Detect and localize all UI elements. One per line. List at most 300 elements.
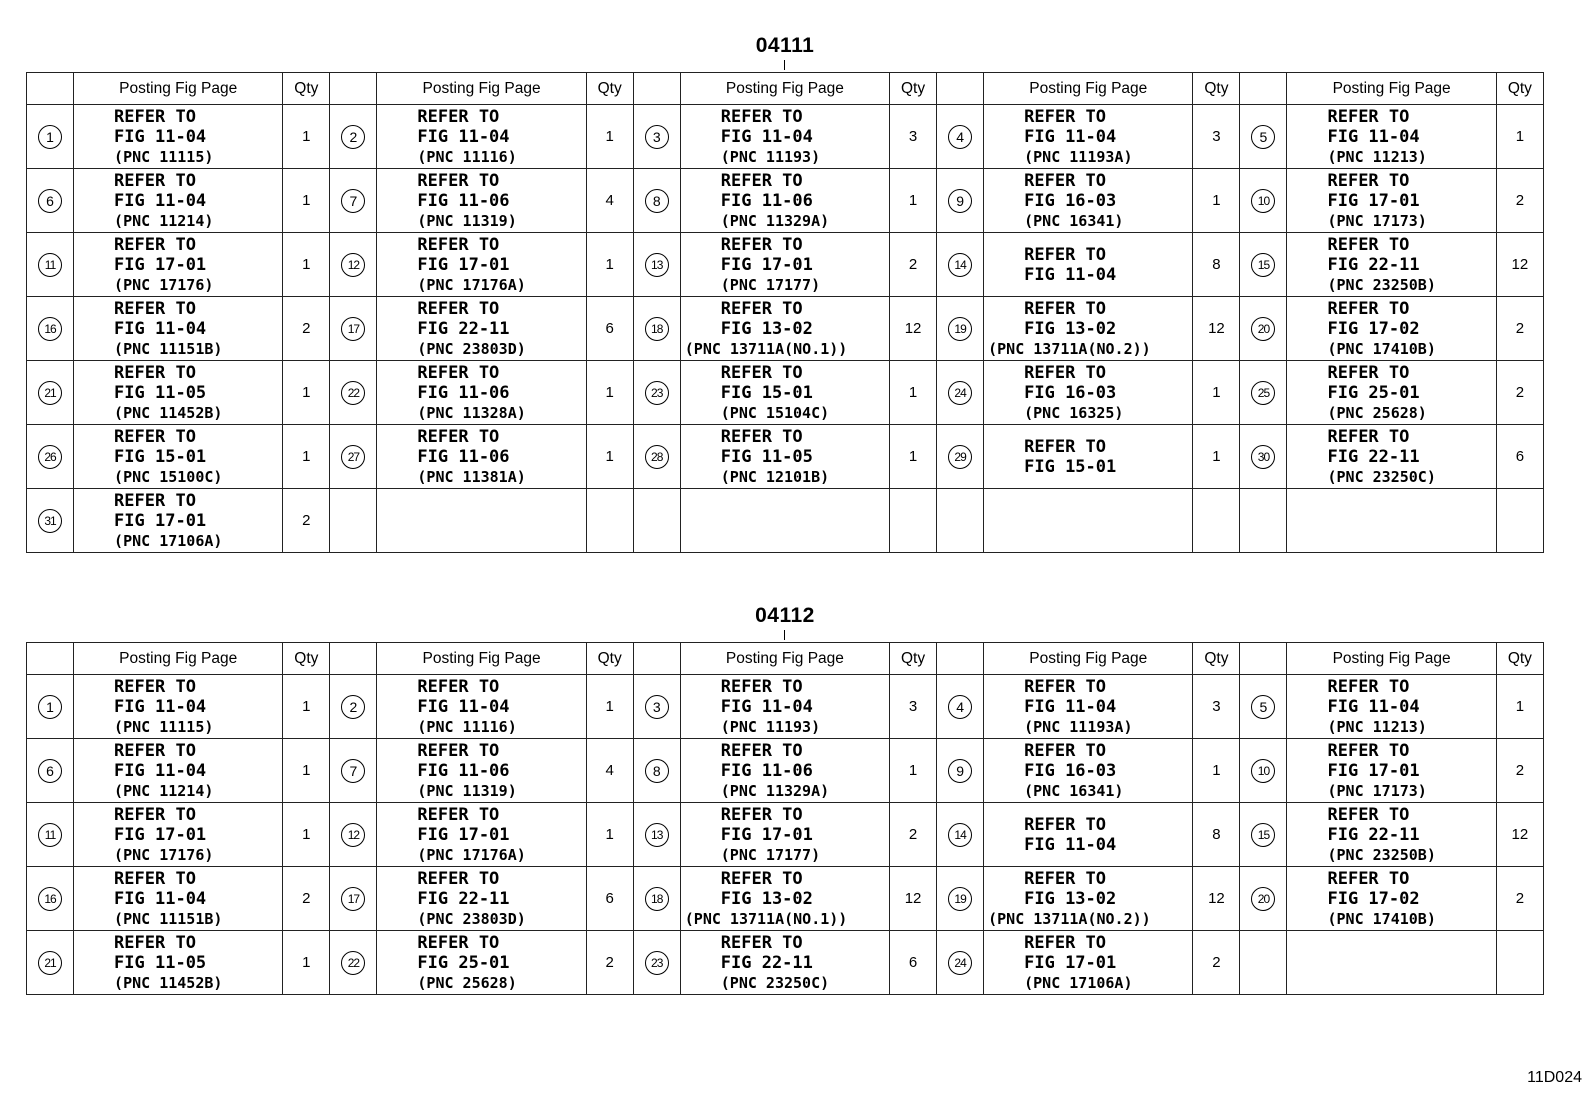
fig-ref: FIG 11-04 <box>114 760 207 781</box>
fig-ref: FIG 11-06 <box>720 760 813 781</box>
circled-number-icon: 11 <box>38 823 62 847</box>
pnc-ref: (PNC 13711A(NO.2)) <box>988 339 1151 358</box>
qty-value: 2 <box>302 320 311 337</box>
posting-cell <box>680 489 889 553</box>
refer-text: REFER TO <box>1024 362 1107 383</box>
refer-text: REFER TO <box>720 740 803 761</box>
posting-cell <box>984 867 1193 931</box>
fig-ref: FIG 17-01 <box>1327 760 1420 781</box>
qty-cell <box>890 739 937 803</box>
item-number-cell <box>27 675 74 739</box>
qty-cell <box>586 867 633 931</box>
posting-cell <box>74 169 283 233</box>
circled-number-icon: 18 <box>645 887 669 911</box>
qty-cell <box>890 361 937 425</box>
pnc-ref: (PNC 23250B) <box>1327 275 1436 294</box>
refer-text: REFER TO <box>720 234 803 255</box>
header-posting: Posting Fig Page <box>74 73 283 105</box>
posting-cell <box>74 489 283 553</box>
circled-number-icon: 16 <box>38 317 62 341</box>
pnc-ref: (PNC 11193) <box>720 147 821 166</box>
circled-number-icon: 15 <box>1251 253 1275 277</box>
refer-text: REFER TO <box>114 932 196 953</box>
illustration-code: 11D024 <box>1527 1069 1582 1086</box>
qty-cell <box>283 931 330 995</box>
circled-number-icon: 10 <box>1251 189 1275 213</box>
fig-ref: FIG 16-03 <box>1024 190 1117 211</box>
qty-cell <box>1193 361 1240 425</box>
qty-value: 1 <box>302 256 311 273</box>
qty-value: 1 <box>1212 192 1221 209</box>
qty-cell <box>1193 297 1240 361</box>
qty-cell <box>1496 675 1543 739</box>
fig-ref: FIG 11-06 <box>417 382 510 403</box>
item-number-cell <box>330 105 377 169</box>
section-code: 04112 <box>755 604 815 627</box>
header-qty: Qty <box>1193 73 1240 105</box>
header-posting: Posting Fig Page <box>74 643 283 675</box>
item-number-cell <box>937 105 984 169</box>
circled-number-icon: 7 <box>341 759 365 783</box>
circled-number-icon: 19 <box>948 887 972 911</box>
refer-text: REFER TO <box>417 170 500 191</box>
circled-number-icon: 5 <box>1251 125 1275 149</box>
refer-text: REFER TO <box>417 868 500 889</box>
circled-number-icon: 4 <box>948 695 972 719</box>
fig-ref: FIG 17-01 <box>720 824 813 845</box>
pnc-ref: (PNC 11214) <box>114 781 214 800</box>
qty-value: 12 <box>1208 320 1225 337</box>
qty-value: 1 <box>1212 384 1221 401</box>
qty-value: 4 <box>605 762 614 779</box>
refer-text: REFER TO <box>1024 676 1107 697</box>
qty-cell <box>586 361 633 425</box>
fig-ref: FIG 11-04 <box>114 126 207 147</box>
pnc-ref: (PNC 11193A) <box>1024 147 1133 166</box>
pnc-ref: (PNC 11193A) <box>1024 717 1133 736</box>
posting-cell <box>74 361 283 425</box>
qty-value: 2 <box>1212 954 1221 971</box>
qty-cell <box>890 425 937 489</box>
header-posting: Posting Fig Page <box>377 643 586 675</box>
pnc-ref: (PNC 11319) <box>417 211 517 230</box>
refer-text: REFER TO <box>417 740 500 761</box>
header-qty: Qty <box>1193 643 1240 675</box>
item-number-cell <box>937 361 984 425</box>
item-number-cell <box>330 675 377 739</box>
circled-number-icon: 6 <box>38 189 62 213</box>
refer-text: REFER TO <box>417 932 500 953</box>
fig-ref: FIG 11-05 <box>720 446 813 467</box>
refer-text: REFER TO <box>114 234 196 255</box>
item-number-cell <box>633 931 680 995</box>
fig-ref: FIG 22-11 <box>417 318 510 339</box>
item-number-cell <box>330 931 377 995</box>
circled-number-icon: 29 <box>948 445 972 469</box>
pnc-ref: (PNC 11115) <box>114 147 214 166</box>
refer-text: REFER TO <box>1024 436 1107 457</box>
qty-value: 1 <box>302 192 311 209</box>
fig-ref: FIG 11-04 <box>720 126 813 147</box>
fig-ref: FIG 22-11 <box>1327 254 1420 275</box>
refer-text: REFER TO <box>417 234 500 255</box>
item-number-cell <box>27 169 74 233</box>
refer-text: REFER TO <box>114 426 196 447</box>
circled-number-icon: 17 <box>341 317 365 341</box>
qty-value: 1 <box>605 826 614 843</box>
qty-cell <box>1193 931 1240 995</box>
table-row <box>27 233 1544 297</box>
item-number-cell <box>27 931 74 995</box>
qty-cell <box>586 803 633 867</box>
fig-ref: FIG 11-04 <box>417 696 510 717</box>
qty-cell <box>890 233 937 297</box>
circled-number-icon: 26 <box>38 445 62 469</box>
posting-cell <box>1287 297 1496 361</box>
table-row <box>27 489 1544 553</box>
posting-cell <box>377 425 586 489</box>
item-number-cell <box>1240 105 1287 169</box>
qty-value: 1 <box>908 384 918 401</box>
table-row <box>27 361 1544 425</box>
qty-cell <box>1193 169 1240 233</box>
qty-value: 12 <box>904 320 922 337</box>
pnc-ref: (PNC 11329A) <box>720 211 830 230</box>
item-number-cell <box>330 233 377 297</box>
posting-cell <box>74 233 283 297</box>
pnc-ref: (PNC 17177) <box>720 845 821 864</box>
pnc-ref: (PNC 17176A) <box>417 275 526 294</box>
pnc-ref: (PNC 11381A) <box>417 467 526 486</box>
fig-ref: FIG 22-11 <box>1327 446 1420 467</box>
pnc-ref: (PNC 16341) <box>1024 781 1124 800</box>
fig-ref: FIG 15-01 <box>1024 456 1117 477</box>
circled-number-icon: 24 <box>948 951 972 975</box>
pnc-ref: (PNC 11319) <box>417 781 517 800</box>
refer-text: REFER TO <box>720 676 803 697</box>
fig-ref: FIG 11-06 <box>417 760 510 781</box>
posting-cell <box>1287 105 1496 169</box>
qty-value: 1 <box>302 384 311 401</box>
pnc-ref: (PNC 11115) <box>114 717 214 736</box>
qty-cell <box>1193 105 1240 169</box>
posting-cell <box>984 489 1193 553</box>
posting-cell <box>1287 867 1496 931</box>
posting-cell <box>984 803 1193 867</box>
qty-value: 1 <box>605 448 614 465</box>
qty-value: 1 <box>1515 128 1525 145</box>
qty-value: 8 <box>1212 826 1221 843</box>
qty-cell <box>283 361 330 425</box>
qty-cell <box>586 233 633 297</box>
qty-value: 2 <box>908 256 918 273</box>
pnc-ref: (PNC 17176) <box>114 275 214 294</box>
header-qty: Qty <box>1496 643 1543 675</box>
qty-value: 12 <box>904 890 922 907</box>
circled-number-icon: 5 <box>1251 695 1275 719</box>
pnc-ref: (PNC 23803D) <box>417 909 526 928</box>
item-number-cell <box>27 489 74 553</box>
qty-value: 2 <box>1515 320 1525 337</box>
refer-text: REFER TO <box>1024 932 1107 953</box>
pnc-ref: (PNC 23250C) <box>720 973 830 992</box>
qty-cell <box>586 169 633 233</box>
item-number-cell <box>937 169 984 233</box>
qty-value: 6 <box>1515 448 1525 465</box>
item-number-cell <box>27 233 74 297</box>
fig-ref: FIG 13-02 <box>720 318 813 339</box>
item-number-cell <box>330 489 377 553</box>
circled-number-icon: 14 <box>948 823 972 847</box>
posting-cell <box>1287 425 1496 489</box>
qty-cell <box>1193 425 1240 489</box>
header-qty: Qty <box>890 643 937 675</box>
posting-cell <box>984 425 1193 489</box>
item-number-cell <box>330 867 377 931</box>
qty-cell <box>890 169 937 233</box>
table-row <box>27 169 1544 233</box>
qty-value: 2 <box>1515 192 1525 209</box>
header-num-cell <box>27 73 74 105</box>
fig-ref: FIG 11-04 <box>114 190 207 211</box>
pnc-ref: (PNC 25628) <box>417 973 517 992</box>
circled-number-icon: 9 <box>948 189 972 213</box>
refer-text: REFER TO <box>720 170 803 191</box>
qty-value: 4 <box>605 192 614 209</box>
pnc-ref: (PNC 17106A) <box>1024 973 1133 992</box>
pnc-ref: (PNC 11328A) <box>417 403 526 422</box>
posting-cell <box>680 361 889 425</box>
qty-value: 1 <box>302 128 311 145</box>
header-posting: Posting Fig Page <box>377 73 586 105</box>
header-row <box>27 643 1544 675</box>
item-number-cell <box>27 425 74 489</box>
header-num-cell <box>27 643 74 675</box>
fig-ref: FIG 25-01 <box>1327 382 1420 403</box>
posting-cell <box>680 739 889 803</box>
fig-ref: FIG 11-04 <box>1327 126 1420 147</box>
item-number-cell <box>937 739 984 803</box>
pnc-ref: (PNC 23250B) <box>1327 845 1436 864</box>
refer-text: REFER TO <box>114 490 196 511</box>
refer-text: REFER TO <box>1024 814 1107 835</box>
fig-ref: FIG 17-01 <box>114 254 207 275</box>
qty-cell <box>1193 739 1240 803</box>
qty-value: 1 <box>605 128 614 145</box>
header-qty: Qty <box>586 643 633 675</box>
header-num-cell <box>1240 643 1287 675</box>
qty-value: 8 <box>1212 256 1221 273</box>
posting-cell <box>377 931 586 995</box>
refer-text: REFER TO <box>720 298 803 319</box>
qty-value: 2 <box>302 890 311 907</box>
circled-number-icon: 6 <box>38 759 62 783</box>
item-number-cell <box>27 361 74 425</box>
fig-ref: FIG 17-02 <box>1327 318 1420 339</box>
circled-number-icon: 23 <box>645 381 669 405</box>
section-code-leader <box>784 630 785 640</box>
qty-cell <box>890 803 937 867</box>
qty-cell <box>586 105 633 169</box>
posting-cell <box>1287 489 1496 553</box>
item-number-cell <box>1240 425 1287 489</box>
qty-value: 2 <box>1515 890 1525 907</box>
qty-value: 6 <box>908 954 918 971</box>
table-row <box>27 867 1544 931</box>
refer-text: REFER TO <box>114 804 196 825</box>
fig-ref: FIG 11-04 <box>1024 264 1117 285</box>
qty-value: 1 <box>1212 448 1221 465</box>
fig-ref: FIG 11-05 <box>114 952 207 973</box>
table-row <box>27 675 1544 739</box>
qty-cell <box>283 867 330 931</box>
pnc-ref: (PNC 15100C) <box>114 467 223 486</box>
qty-cell <box>1193 675 1240 739</box>
item-number-cell <box>27 739 74 803</box>
circled-number-icon: 12 <box>341 823 365 847</box>
fig-ref: FIG 11-04 <box>720 696 813 717</box>
qty-cell <box>890 297 937 361</box>
pnc-ref: (PNC 17410B) <box>1327 909 1436 928</box>
posting-cell <box>984 233 1193 297</box>
pnc-ref: (PNC 11151B) <box>114 909 223 928</box>
refer-text: REFER TO <box>720 106 803 127</box>
qty-cell <box>1496 489 1543 553</box>
posting-cell <box>1287 233 1496 297</box>
posting-cell <box>377 233 586 297</box>
qty-cell <box>1193 489 1240 553</box>
pnc-ref: (PNC 15104C) <box>720 403 830 422</box>
section-code: 04111 <box>755 34 815 57</box>
posting-cell <box>74 675 283 739</box>
fig-ref: FIG 17-01 <box>720 254 813 275</box>
item-number-cell <box>633 233 680 297</box>
qty-value: 2 <box>302 512 311 529</box>
parts-table <box>26 72 1544 553</box>
fig-ref: FIG 11-04 <box>1024 834 1117 855</box>
header-posting: Posting Fig Page <box>680 643 889 675</box>
fig-ref: FIG 11-04 <box>1024 126 1117 147</box>
qty-value: 2 <box>908 826 918 843</box>
fig-ref: FIG 13-02 <box>1024 318 1117 339</box>
fig-ref: FIG 25-01 <box>417 952 510 973</box>
circled-number-icon: 25 <box>1251 381 1275 405</box>
qty-value: 2 <box>1515 762 1525 779</box>
qty-cell <box>586 297 633 361</box>
posting-cell <box>984 169 1193 233</box>
header-num-cell <box>330 73 377 105</box>
fig-ref: FIG 13-02 <box>1024 888 1117 909</box>
posting-cell <box>377 803 586 867</box>
qty-cell <box>1496 425 1543 489</box>
circled-number-icon: 18 <box>645 317 669 341</box>
item-number-cell <box>633 105 680 169</box>
circled-number-icon: 15 <box>1251 823 1275 847</box>
posting-cell <box>377 297 586 361</box>
refer-text: REFER TO <box>114 106 196 127</box>
qty-cell <box>586 425 633 489</box>
circled-number-icon: 22 <box>341 951 365 975</box>
item-number-cell <box>1240 739 1287 803</box>
circled-number-icon: 8 <box>645 759 669 783</box>
posting-cell <box>680 169 889 233</box>
circled-number-icon: 8 <box>645 189 669 213</box>
posting-cell <box>984 739 1193 803</box>
item-number-cell <box>633 489 680 553</box>
header-posting: Posting Fig Page <box>984 643 1193 675</box>
header-num-cell <box>937 73 984 105</box>
posting-cell <box>74 425 283 489</box>
table-row <box>27 739 1544 803</box>
refer-text: REFER TO <box>417 298 500 319</box>
item-number-cell <box>330 361 377 425</box>
qty-value: 3 <box>1212 698 1221 715</box>
qty-cell <box>1193 803 1240 867</box>
header-qty: Qty <box>890 73 937 105</box>
qty-value: 6 <box>605 890 614 907</box>
pnc-ref: (PNC 13711A(NO.2)) <box>988 909 1151 928</box>
qty-cell <box>1193 233 1240 297</box>
qty-cell <box>890 489 937 553</box>
circled-number-icon: 21 <box>38 381 62 405</box>
refer-text: REFER TO <box>1024 170 1107 191</box>
posting-cell <box>680 233 889 297</box>
refer-text: REFER TO <box>114 362 196 383</box>
pnc-ref: (PNC 23803D) <box>417 339 526 358</box>
posting-cell <box>1287 803 1496 867</box>
fig-ref: FIG 17-01 <box>114 824 207 845</box>
qty-cell <box>890 931 937 995</box>
pnc-ref: (PNC 13711A(NO.1)) <box>684 339 848 358</box>
item-number-cell <box>1240 675 1287 739</box>
item-number-cell <box>330 169 377 233</box>
item-number-cell <box>937 675 984 739</box>
qty-value: 1 <box>908 192 918 209</box>
qty-value: 1 <box>302 826 311 843</box>
qty-cell <box>1193 867 1240 931</box>
header-qty: Qty <box>1496 73 1543 105</box>
refer-text: REFER TO <box>114 868 196 889</box>
refer-text: REFER TO <box>720 426 803 447</box>
circled-number-icon: 20 <box>1251 887 1275 911</box>
circled-number-icon: 4 <box>948 125 972 149</box>
qty-cell <box>1496 739 1543 803</box>
header-qty: Qty <box>586 73 633 105</box>
qty-cell <box>586 489 633 553</box>
circled-number-icon: 22 <box>341 381 365 405</box>
header-num-cell <box>633 643 680 675</box>
refer-text: REFER TO <box>1024 740 1107 761</box>
pnc-ref: (PNC 16341) <box>1024 211 1124 230</box>
posting-cell <box>377 867 586 931</box>
posting-cell <box>377 169 586 233</box>
fig-ref: FIG 11-06 <box>417 446 510 467</box>
fig-ref: FIG 16-03 <box>1024 382 1117 403</box>
pnc-ref: (PNC 11329A) <box>720 781 830 800</box>
qty-value: 1 <box>908 448 918 465</box>
qty-cell <box>586 931 633 995</box>
qty-cell <box>283 739 330 803</box>
posting-cell <box>1287 675 1496 739</box>
refer-text: REFER TO <box>114 298 196 319</box>
qty-value: 1 <box>302 448 311 465</box>
parts-table <box>26 642 1544 995</box>
item-number-cell <box>27 105 74 169</box>
refer-text: REFER TO <box>720 868 803 889</box>
item-number-cell <box>330 425 377 489</box>
pnc-ref: (PNC 11213) <box>1327 717 1427 736</box>
posting-cell <box>1287 169 1496 233</box>
